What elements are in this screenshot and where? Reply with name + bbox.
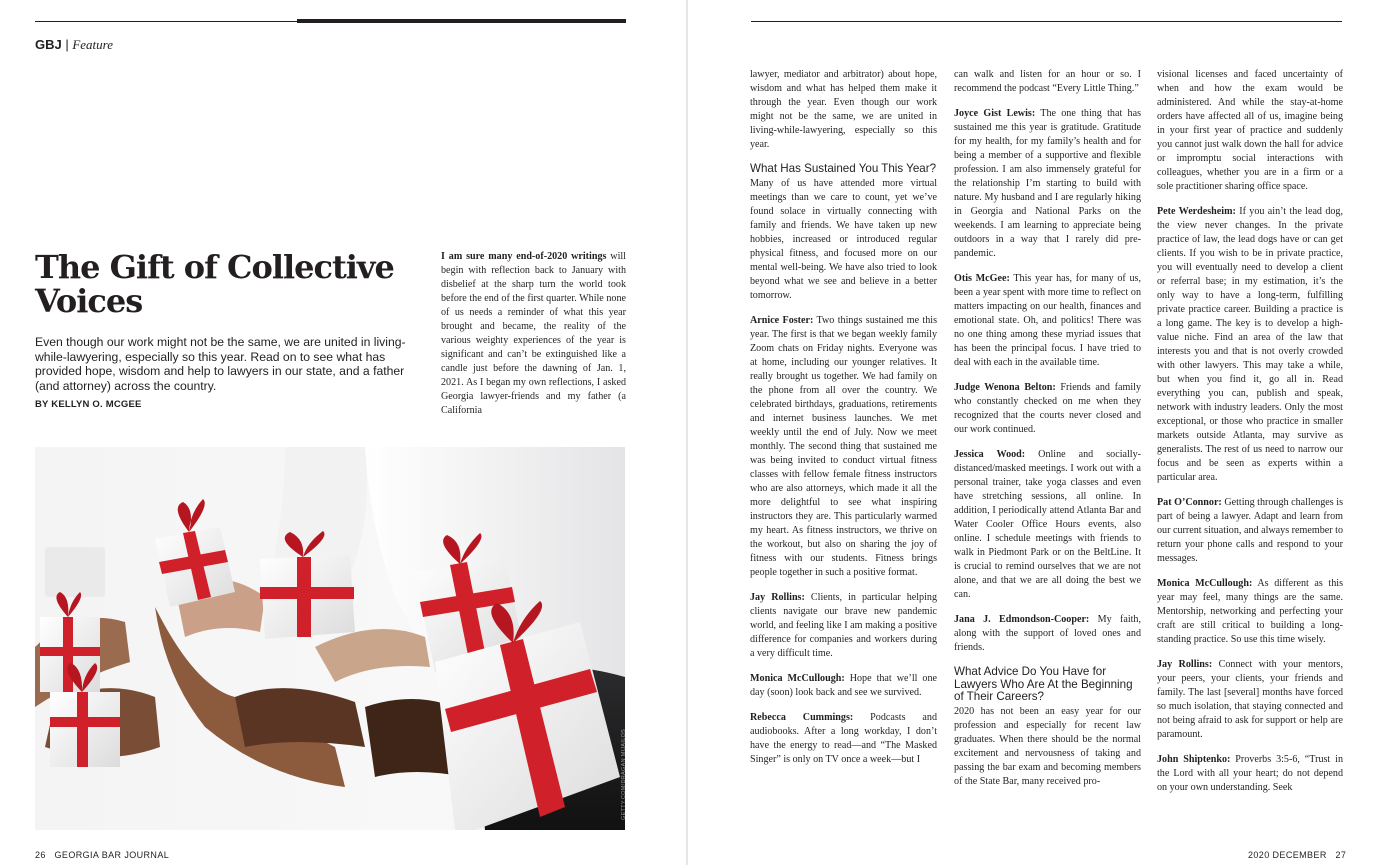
article-dek: Even though our work might not be the same, we are united in living-while-lawyering, especially so this year. Read on to see what has provided hope, wisdom and help to lawyers in our state, and a father (and attorney) across the country. — [35, 335, 406, 393]
byline: BY KELLYN O. MCGEE — [35, 399, 142, 410]
right-column-3 — [1157, 68, 1343, 795]
right-page — [688, 0, 1373, 865]
quote-monica-mccullough-1 — [750, 672, 937, 700]
right-folio — [1248, 850, 1346, 860]
gift-boxes-held-in-hands-photo-icon — [35, 447, 625, 830]
running-head — [35, 37, 113, 53]
intro-text: will begin with reflection back to January with disbelief at the sharp turn the world took before the end of the first quarter. While none of us needs a reminder of what this year brought and became, the reality of the various weighty experiences of the year is significant and can’t be extinguished like a candle just before the dawning of Jan. 1, 2021. As I began my own reflections, I asked Georgia lawyer-friends and my father (a California — [441, 251, 626, 416]
speaker-name: John Shiptenko: — [1157, 754, 1231, 765]
quote-john-shiptenko — [1157, 753, 1343, 795]
speaker-name: Pete Werdesheim: — [1157, 206, 1236, 217]
quote-monica-mccullough-2 — [1157, 577, 1343, 647]
quote-jay-rollins-1 — [750, 591, 937, 661]
speaker-name: Judge Wenona Belton: — [954, 382, 1056, 393]
quote-text: The one thing that has sustained me this year is gratitude. Gratitude for my health, for my family’s health and for being a member of a supportive and flexible profession. I am also immensely grateful for the relationship I’m starting to build with nature. My husband and I are regularly hiking in Georgia and National Parks on the weekends. I am learning to appreciate being outdoors in a way that I rarely did pre-pandemic. — [954, 108, 1141, 259]
speaker-name: Joyce Gist Lewis: — [954, 108, 1036, 119]
quote-text: Clients, in particular helping clients navigate our brave new pandemic world, and feeling like I am making a positive difference for companies and workers during a very difficult time. — [750, 591, 937, 659]
speaker-name: Arnice Foster: — [750, 314, 814, 326]
quote-text: My faith, along with the support of loved ones and friends. — [954, 614, 1142, 653]
quote-wenona-belton — [954, 381, 1141, 437]
quote-text: Proverbs 3:5-6, “Trust in the Lord with all your heart; do not depend on your own understanding. Seek — [1157, 754, 1344, 793]
right-page-number: 27 — [1335, 850, 1347, 860]
quote-text: Podcasts and audiobooks. After a long workday, I don’t have the energy to read—and “The Masked Singer” is only on TV once a week—but I — [750, 711, 937, 765]
speaker-name: Jana J. Edmondson-Cooper: — [954, 614, 1090, 625]
quote-text: Hope that we’ll one day (soon) look back and see we survived. — [750, 672, 937, 698]
intro-lead: I am sure many end-of-2020 writings — [441, 251, 607, 262]
section-heading-advice: What Advice Do You Have for Lawyers Who Are At the Beginning of Their Careers? — [954, 665, 1133, 703]
speaker-name: Jay Rollins: — [750, 591, 805, 603]
left-publication-name: GEORGIA BAR JOURNAL — [54, 850, 170, 860]
right-column-1 — [750, 68, 937, 767]
quote-jay-rollins-2 — [1157, 658, 1343, 742]
running-head-section: Feature — [72, 37, 114, 52]
top-rule-thin — [35, 21, 297, 22]
advice-intro: 2020 has not been an easy year for our profession and especially for recent law graduates. When there should be the normal excitement and nervousness of taking and passing the bar exam and becoming members of the State Bar, many received pro- — [954, 705, 1141, 787]
quote-text: Friends and family who constantly checked on me when they recognized that the courts never closed and our work continued. — [954, 382, 1141, 435]
right-top-rule — [751, 21, 1342, 22]
speaker-name: Monica McCullough: — [750, 672, 845, 684]
section-heading-sustained: What Has Sustained You This Year? — [750, 162, 937, 175]
speaker-name: Otis McGee: — [954, 273, 1010, 284]
quote-jessica-wood — [954, 448, 1141, 602]
speaker-name: Jessica Wood: — [954, 449, 1026, 460]
issue-date: 2020 DECEMBER — [1248, 850, 1327, 860]
quote-text: Two things sustained me this year. The first is that we began weekly family Zoom chats on Friday nights. Everyone was at home, including our younger relatives. It really brought us together. We had family on the phone from all over the country. We celebrated birthdays, graduations, retirements and internet business launches. We met weekly until the end of July. Now we meet monthly. The second thing that sustained me was being invited to conduct virtual fitness classes with fellow female fitness instructors who are also attorneys, which made it all the more delightful to see what inspiring instructors they are. This particularly warmed my heart. As fitness instructors, we thrive on the workout, but also on sharing the joy of fitness with our students. Fitness brings people together in such a positive format. — [750, 314, 938, 578]
top-rule-thick — [297, 19, 626, 23]
quote-arnice-foster — [750, 314, 937, 580]
photo-credit: GETTY.COM/DRAGAN MIJAILOS — [621, 728, 627, 820]
intro-paragraph — [441, 250, 626, 418]
running-head-separator: | — [61, 37, 73, 52]
quote-rebecca-cummings — [750, 711, 937, 767]
speaker-name: Jay Rollins: — [1157, 659, 1213, 670]
speaker-name: Rebecca Cummings: — [750, 711, 854, 723]
advice-continued: visional licenses and faced uncertainty of when and how the exam would be administered. And while the stay-at-home orders have affected all of us, imagine being in your first year of practice and suddenly you cannot just walk down the hall for advice or impromptu social interactions with colleagues, whether you are in a firm or a sole practitioner sharing office space. — [1157, 69, 1343, 192]
quote-jana-edmondson-cooper — [954, 613, 1141, 655]
quote-text: This year has, for many of us, been a year spent with more time to reflect on matters impacting on our health, finances and emotional state. Oh, and politics! There was no one thing among these myriad issues that has been the principal focus. I have tried to deal with each in the available time. — [954, 273, 1142, 368]
quote-text: Online and socially-distanced/masked meetings. I work out with a personal trainer, take yoga classes and even have stretching sessions, all online. In addition, I periodically attend Atlanta Bar and Water Cooler Office Hours events, also online. I schedule meetings with friends to walk in Piedmont Park or on the BeltLine. It is crucial to remind ourselves that we are not alone, and that we are all doing the best we can. — [954, 449, 1141, 600]
quote-text: As different as this year may feel, many things are the same. Mentorship, networking and perfecting your craft are still critical to building a long-standing practice. So use this time wisely. — [1157, 578, 1344, 645]
quote-text: Connect with your mentors, your peers, your clients, your friends and family. The last [several] months have forced so much isolation, that staying connected and not being afraid to ask for support or help are paramount. — [1157, 659, 1343, 740]
intro-continued: lawyer, mediator and arbitrator) about hope, wisdom and what has helped them make it through the year. Even though our work might not be the same, we are united in living-while-lawyering, especially so this year. — [750, 69, 937, 150]
left-page — [0, 0, 686, 865]
speaker-name: Pat O’Connor: — [1157, 497, 1222, 508]
quote-pat-oconnor — [1157, 496, 1343, 566]
intro-column — [441, 250, 626, 429]
gift-boxes-photo — [35, 447, 625, 830]
article-title: The Gift of Collective Voices — [35, 248, 394, 320]
sustained-intro: Many of us have attended more virtual meetings than we care to count, yet we’ve found solace in virtually connecting with family and friends. We have taken up new hobbies, increased or introduced regular physical fitness, and focused more on our mental well-being. We have also tried to look beyond what we see and believe in a better tomorrow. — [750, 177, 937, 301]
left-folio — [35, 850, 169, 860]
quote-otis-mcgee — [954, 272, 1141, 370]
left-page-number: 26 — [35, 850, 46, 860]
rebecca-continued: can walk and listen for an hour or so. I recommend the podcast “Every Little Thing.” — [954, 69, 1141, 94]
quote-text: Getting through challenges is part of being a lawyer. Adapt and learn from our current situation, and always remember to return your phone calls and respond to your messages. — [1157, 497, 1343, 564]
running-head-abbr: GBJ — [35, 37, 62, 52]
right-column-2 — [954, 68, 1141, 789]
quote-text: If you ain’t the lead dog, the view never changes. In the private practice of law, the lead dogs have or can get clients. If you wish to be in private practice, you will eventually need to develop a client or referral base; in my estimation, it’s the only way to have a long-term, fulfilling private practice career. Building a practice is a long game. The key is to develop a high-value niche. Find an area of the law that interests you and that is not overly crowded with other lawyers. This may take a while, but when you find it, go all in. Read everything you can, publish and speak, network with industry leaders. Only the most exceptional, or those who practice in smaller markets outside Atlanta, may survive as generalists. The rest of us need to narrow our focus and be seen as experts within a particular area. — [1157, 206, 1343, 483]
quote-pete-werdesheim — [1157, 205, 1343, 485]
quote-joyce-gist-lewis — [954, 107, 1141, 261]
speaker-name: Monica McCullough: — [1157, 578, 1253, 589]
